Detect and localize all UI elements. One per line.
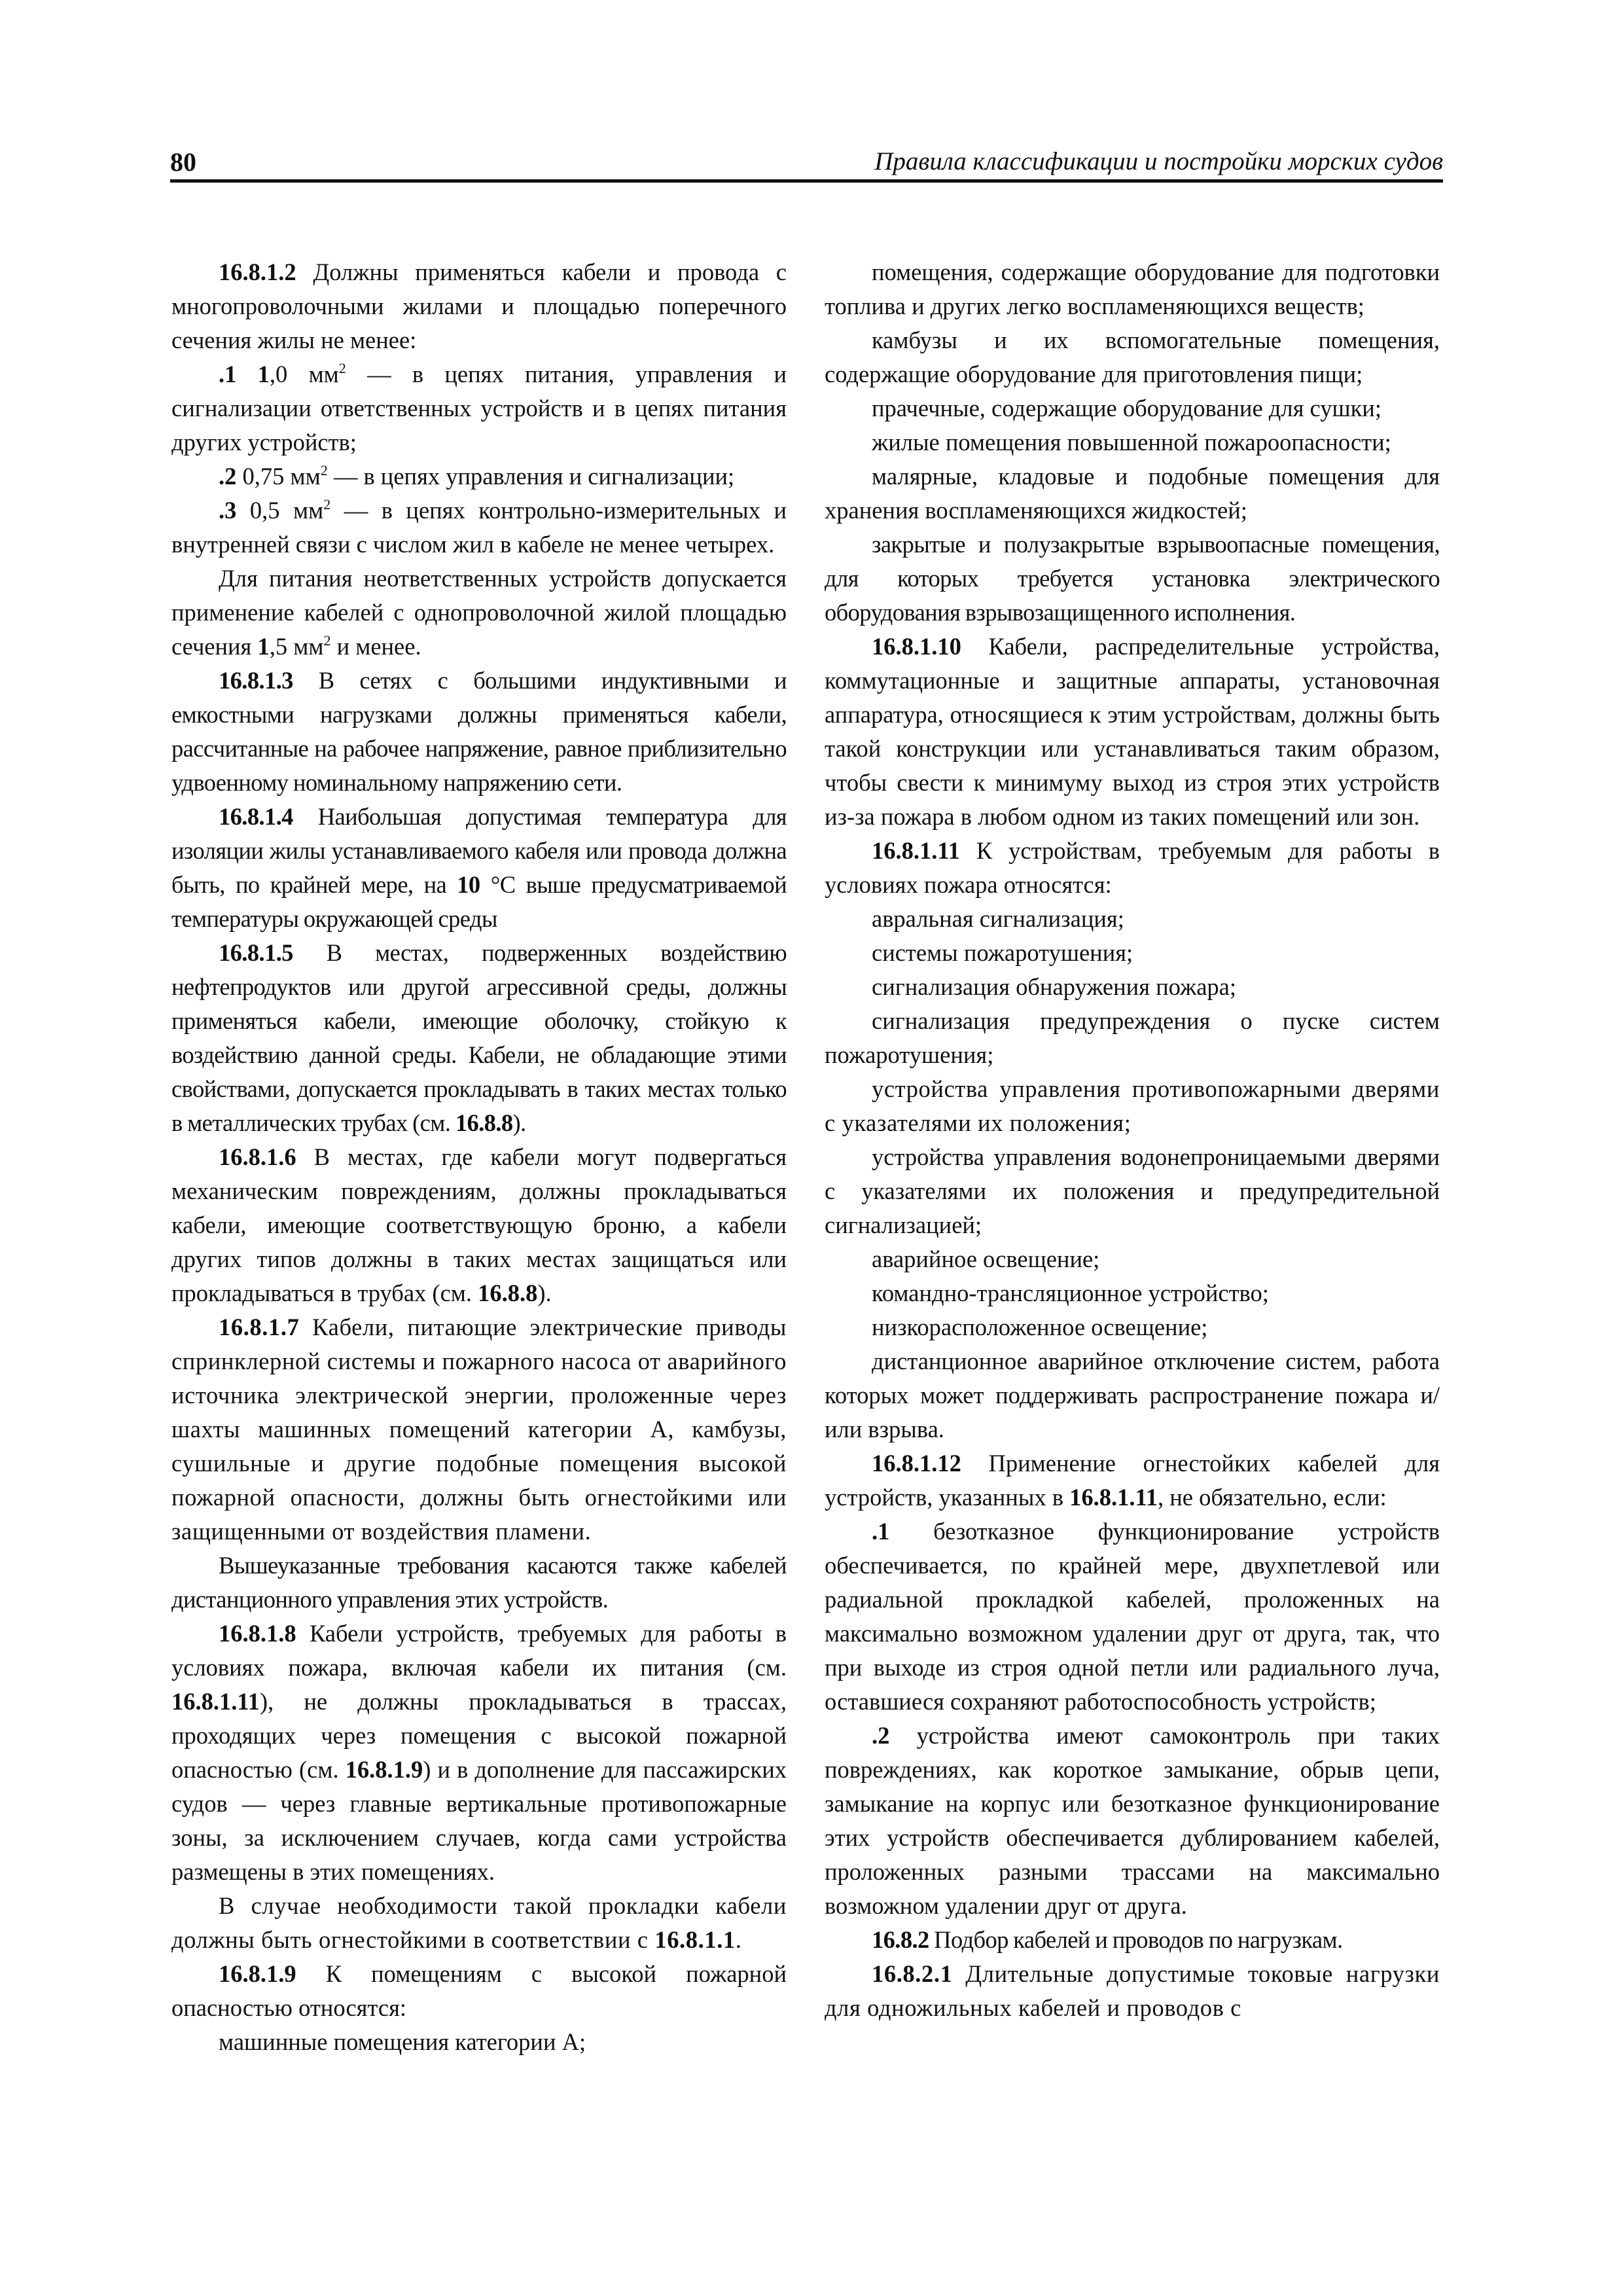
paragraph-text: ). — [512, 1109, 526, 1136]
paragraph-16-8-1-11 — [825, 834, 1440, 902]
paragraph-text: командно-трансляционное устройство; — [872, 1280, 1269, 1306]
paragraph-text: малярные, кладовые и подобные помещения для хранения воспламеняющихся жидкостей; — [825, 463, 1440, 524]
paragraph-text: Длительные допустимые токовые нагрузки для одножильных кабелей и проводов с — [825, 1960, 1440, 2021]
clause-number: 16.8.1.10 — [872, 633, 961, 660]
unit: ,0 мм — [269, 361, 339, 387]
paragraph-text: жилые помещения повышенной пожароопасности; — [872, 429, 1391, 456]
paragraph-text: закрытые и полузакрытые взрывоопасные помещения, для которых требуется установка электрического оборудования взрывозащищенного исполнения. — [825, 531, 1440, 626]
list-line-paint-stores — [825, 459, 1440, 528]
list-line-public-address — [825, 1276, 1440, 1310]
paragraph-text: К помещениям с высокой пожарной опасностью относятся: — [171, 1960, 787, 2021]
clause-number: 16.8.2 — [872, 1926, 929, 1953]
paragraph-text: сигнализация предупреждения о пуске систем пожаротушения; — [825, 1007, 1440, 1068]
list-line-galleys — [825, 323, 1440, 391]
paragraph-text: К устройствам, требуемым для работы в условиях пожара относятся: — [825, 837, 1440, 898]
paragraph-16-8-1-7 — [171, 1310, 787, 1549]
cross-reference: 16.8.1.11 — [1069, 1484, 1158, 1511]
paragraph-text: Кабели, распределительные устройства, коммутационные и защитные аппараты, установочная аппаратура, относящиеся к этим устройствам, должны быть такой конструкции или устанавливаться таким образом, чтобы свести к минимуму выход из строя этих устройств из-за пожара в любом одном из таких помещений или зон. — [825, 633, 1440, 830]
paragraph-text: °С выше предусматриваемой температуры окружающей среды — [171, 871, 787, 932]
paragraph-16-8-1-9 — [171, 1957, 787, 2025]
paragraph-text: В местах, подверженных воздействию нефтепродуктов или другой агрессивной среды, должны применяться кабели, имеющие оболочку, стойкую к воздействию данной среды. Кабели, не обладающие этими свойствами, допускается прокладывать в таких местах только в металлических трубах (см. — [171, 939, 787, 1136]
list-line-extinguishing — [825, 936, 1440, 970]
paragraph-16-8-1-12 — [825, 1446, 1440, 1515]
left-column — [171, 255, 787, 2059]
page-header — [170, 143, 1443, 183]
paragraph-16-8-1-6 — [171, 1140, 787, 1310]
paragraph-text: прачечные, содержащие оборудование для сушки; — [872, 395, 1382, 422]
page-number: 80 — [170, 147, 196, 177]
clause-number: 16.8.1.5 — [219, 939, 293, 966]
list-line-accommodation — [825, 425, 1440, 459]
list-item-1 — [825, 1515, 1440, 1719]
list-line-release-warning — [825, 1004, 1440, 1072]
paragraph-16-8-2-1 — [825, 1957, 1440, 2025]
paragraph-text: ), не должны прокладываться в трассах, проходящих через помещения с высокой пожарной опасностью (см. — [171, 1688, 787, 1783]
paragraph-text: безотказное функционирование устройств обеспечивается, по крайней мере, двухпетлевой или радиальной прокладкой кабелей, проложенных на максимально возможном удалении друг от друга, так, что при выходе из строя одной петли или радиального луча, оставшиеся сохраняют работоспособность устройств; — [825, 1518, 1440, 1715]
clause-number: 16.8.1.12 — [872, 1450, 961, 1477]
clause-number: 16.8.1.3 — [219, 667, 293, 694]
paragraph-text: системы пожаротушения; — [872, 939, 1133, 966]
paragraph-text: ) и в дополнение для пассажирских судов — через главные вертикальные противопожарные зоны, за исключением случаев, когда сами устройства размещены в этих помещениях. — [171, 1756, 787, 1885]
paragraph-text: Кабели устройств, требуемых для работы в условиях пожара, включая кабели их питания (см. — [171, 1620, 787, 1681]
clause-number: 16.8.1.11 — [872, 837, 960, 864]
item-number: .3 — [219, 497, 237, 524]
paragraph-text: — в цепях питания, управления и сигнализации ответственных устройств и в цепях питания других устройств; — [171, 361, 787, 456]
paragraph-text: Для питания неответственных устройств допускается применение кабелей с однопроволочной жилой площадью сечения — [171, 565, 787, 660]
unit: 0,75 мм — [236, 463, 321, 490]
superscript: 2 — [338, 360, 346, 376]
paragraph-text: Вышеуказанные требования касаются также кабелей дистанционного управления этих устройств. — [171, 1552, 787, 1613]
paragraph-text: В местах, где кабели могут подвергаться механическим повреждениям, должны прокладываться кабели, имеющие соответствующую броню, а кабели других типов должны в таких местах защищаться или прокладываться в трубах (см. — [171, 1143, 787, 1306]
paragraph-text: устройства управления противопожарными дверями с указателями их положения; — [825, 1075, 1440, 1136]
paragraph-text: Подбор кабелей и проводов по нагрузкам. — [929, 1926, 1343, 1953]
cross-reference: 16.8.1.1 — [654, 1926, 736, 1953]
list-line-alarm — [825, 902, 1440, 936]
list-line-remote-shutdown — [825, 1344, 1440, 1446]
paragraph-text: — в цепях контрольно-измерительных и внутренней связи с числом жил в кабеле не менее четырех. — [171, 497, 787, 558]
superscript: 2 — [323, 632, 331, 649]
unit: ,5 мм — [269, 633, 324, 660]
clause-number: 16.8.1.2 — [219, 259, 296, 285]
list-item-2 — [825, 1719, 1440, 1923]
paragraph-text: помещения, содержащие оборудование для подготовки топлива и других легко воспламеняющихся веществ; — [825, 259, 1440, 319]
paragraph-text: камбузы и их вспомогательные помещения, содержащие оборудование для приготовления пищи; — [825, 327, 1440, 387]
paragraph-16-8-1-4 — [171, 800, 787, 936]
paragraph-16-8-1-10 — [825, 630, 1440, 834]
clause-number: 16.8.1.7 — [219, 1314, 300, 1340]
clause-number: 16.8.1.8 — [219, 1620, 296, 1647]
paragraph-non-essential — [171, 562, 787, 664]
paragraph-fire-resistant — [171, 1889, 787, 1957]
list-item-2 — [171, 459, 787, 493]
list-line-hazardous — [825, 528, 1440, 630]
paragraph-text: аварийное освещение; — [872, 1246, 1100, 1272]
cross-reference: 16.8.1.11 — [171, 1688, 260, 1715]
cross-reference: 16.8.1.9 — [345, 1756, 423, 1783]
paragraph-text: низкорасположенное освещение; — [872, 1314, 1208, 1340]
list-line-detection — [825, 970, 1440, 1004]
cross-reference: 16.8.8 — [478, 1280, 538, 1306]
list-line-fire-doors — [825, 1072, 1440, 1140]
item-number: .2 — [219, 463, 237, 490]
list-item-1 — [171, 357, 787, 459]
value: 1 — [257, 633, 270, 660]
section-heading-16-8-2 — [825, 1923, 1440, 1957]
paragraph-text: . — [735, 1926, 742, 1953]
list-line-low-location-lighting — [825, 1310, 1440, 1344]
paragraph-text: устройства управления водонепроницаемыми дверями с указателями их положения и предупредительной сигнализацией; — [825, 1143, 1440, 1238]
running-title: Правила классификации и постройки морских судов — [874, 147, 1443, 175]
clause-number: 16.8.1.9 — [219, 1960, 296, 1987]
list-line-watertight-doors — [825, 1140, 1440, 1242]
paragraph-text: машинные помещения категории А; — [219, 2028, 586, 2055]
paragraph-16-8-1-2 — [171, 255, 787, 357]
paragraph-text: — в цепях управления и сигнализации; — [327, 463, 735, 490]
paragraph-16-8-1-8 — [171, 1617, 787, 1889]
clause-number: 16.8.2.1 — [872, 1960, 953, 1987]
paragraph-text: ). — [537, 1280, 552, 1306]
paragraph-text: Должны применяться кабели и провода с многопроволочными жилами и площадью поперечного сечения жилы не менее: — [171, 259, 787, 353]
list-line-emergency-lighting — [825, 1242, 1440, 1276]
value: 1 — [257, 361, 270, 387]
superscript: 2 — [323, 496, 331, 512]
paragraph-text: дистанционное аварийное отключение систем, работа которых может поддерживать распространение пожара и/или взрыва. — [825, 1348, 1440, 1443]
paragraph-text: В случае необходимости такой прокладки кабели должны быть огнестойкими в соответствии с — [171, 1892, 787, 1953]
paragraph-text: авральная сигнализация; — [872, 905, 1124, 932]
item-number: .1 — [219, 361, 237, 387]
paragraph-text: Применение огнестойких кабелей для устройств, указанных в — [825, 1450, 1440, 1511]
clause-number: 16.8.1.4 — [219, 803, 293, 830]
list-line-fuel — [825, 255, 1440, 323]
cross-reference: 16.8.8 — [455, 1109, 513, 1136]
paragraph-text: , не обязательно, если: — [1157, 1484, 1387, 1511]
paragraph-16-8-1-5 — [171, 936, 787, 1140]
item-number: .2 — [872, 1722, 890, 1749]
list-item-3 — [171, 493, 787, 562]
unit: 0,5 мм — [236, 497, 324, 524]
right-column — [825, 255, 1440, 2025]
paragraph-text: сигнализация обнаружения пожара; — [872, 973, 1236, 1000]
paragraph-text: В сетях с большими индуктивными и емкостными нагрузками должны применяться кабели, рассчитанные на рабочее напряжение, равное приблизительно удвоенному номинальному напряжению сети. — [171, 667, 787, 796]
list-line-machinery — [171, 2025, 787, 2059]
paragraph-text: Кабели, питающие электрические приводы спринклерной системы и пожарного насоса от аварийного источника электрической энергии, проложенные через шахты машинных помещений категории А, камбузы, сушильные и другие подобные помещения высокой пожарной опасности, должны быть огнестойкими или защищенными от воздействия пламени. — [171, 1314, 787, 1545]
paragraph-16-8-1-3 — [171, 664, 787, 800]
paragraph-remote-control — [171, 1549, 787, 1617]
paragraph-text: и менее. — [330, 633, 421, 660]
paragraph-text: устройства имеют самоконтроль при таких повреждениях, как короткое замыкание, обрыв цепи, замыкание на корпус или безотказное функционирование этих устройств обеспечивается дублированием кабелей, проложенных разными трассами на максимально возможном удалении друг от друга. — [825, 1722, 1440, 1919]
item-number: .1 — [872, 1518, 890, 1545]
clause-number: 16.8.1.6 — [219, 1143, 296, 1170]
list-line-laundries — [825, 391, 1440, 425]
superscript: 2 — [320, 462, 328, 478]
paragraph-text: Наибольшая допустимая температура для изоляции жилы устанавливаемого кабеля или провода должна быть, по крайней мере, на — [171, 803, 787, 898]
value: 10 — [457, 871, 480, 898]
